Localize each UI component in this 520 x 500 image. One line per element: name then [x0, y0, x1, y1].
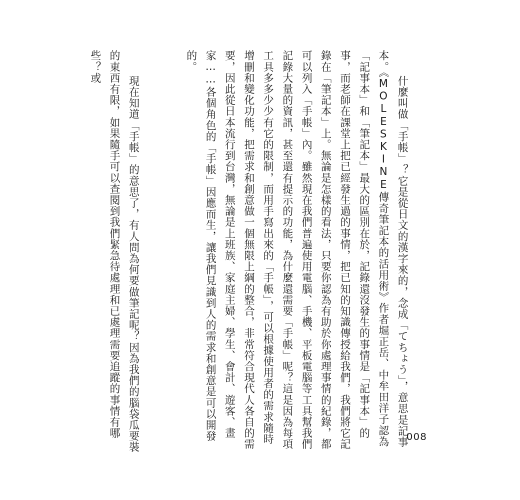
- paragraph-1: 什麼叫做「手帳」？它是從日文的漢字來的，念成「てちょう」，意思是記事本。《MOLESKINE傳奇筆記本的活用術》作者堀正岳、中牟田洋子認為「記事本」和「筆記本」最大的區別在於，記錄還沒發生的事情是「記事本」的事，而老師在課堂上把已經發生過的事情，把已知的知識傳授給我們，我們將它記錄在「筆記本」上。無論是怎樣的看法，只要你認為有助於你處理事情的紀錄，都可以列入「手帳」內。雖然現在我們普遍使用電腦、手機、平板電腦等工具幫我們記錄大量的資訊，甚至還有提示的功能，為什麼還需要「手帳」呢？這是因為每項工具多多少少有它的限制，而用手寫出來的「手帳」，可以根據使用者的需求隨時增刪和變化功能，把需求和創意做一個無限上綱的整合，非常符合現代人各自的需要，因此從日本流行到台灣，無論是上班族、家庭主婦、學生、會計、遊客、畫家……各個角色的「手帳」因應而生，讓我們見識到人的需求和創意是可以開發的。: [185, 50, 409, 450]
- paragraph-2: 現在知道「手帳」的意思了，有人問為何要做筆記呢？因為我們的腦袋瓜要裝的東西有限，如果隨手可以查閱到我們緊急待處理和已處理需要追蹤的事情有哪些？或: [89, 50, 140, 453]
- page-number: 008: [406, 432, 427, 443]
- vertical-text-body: [47, 50, 450, 455]
